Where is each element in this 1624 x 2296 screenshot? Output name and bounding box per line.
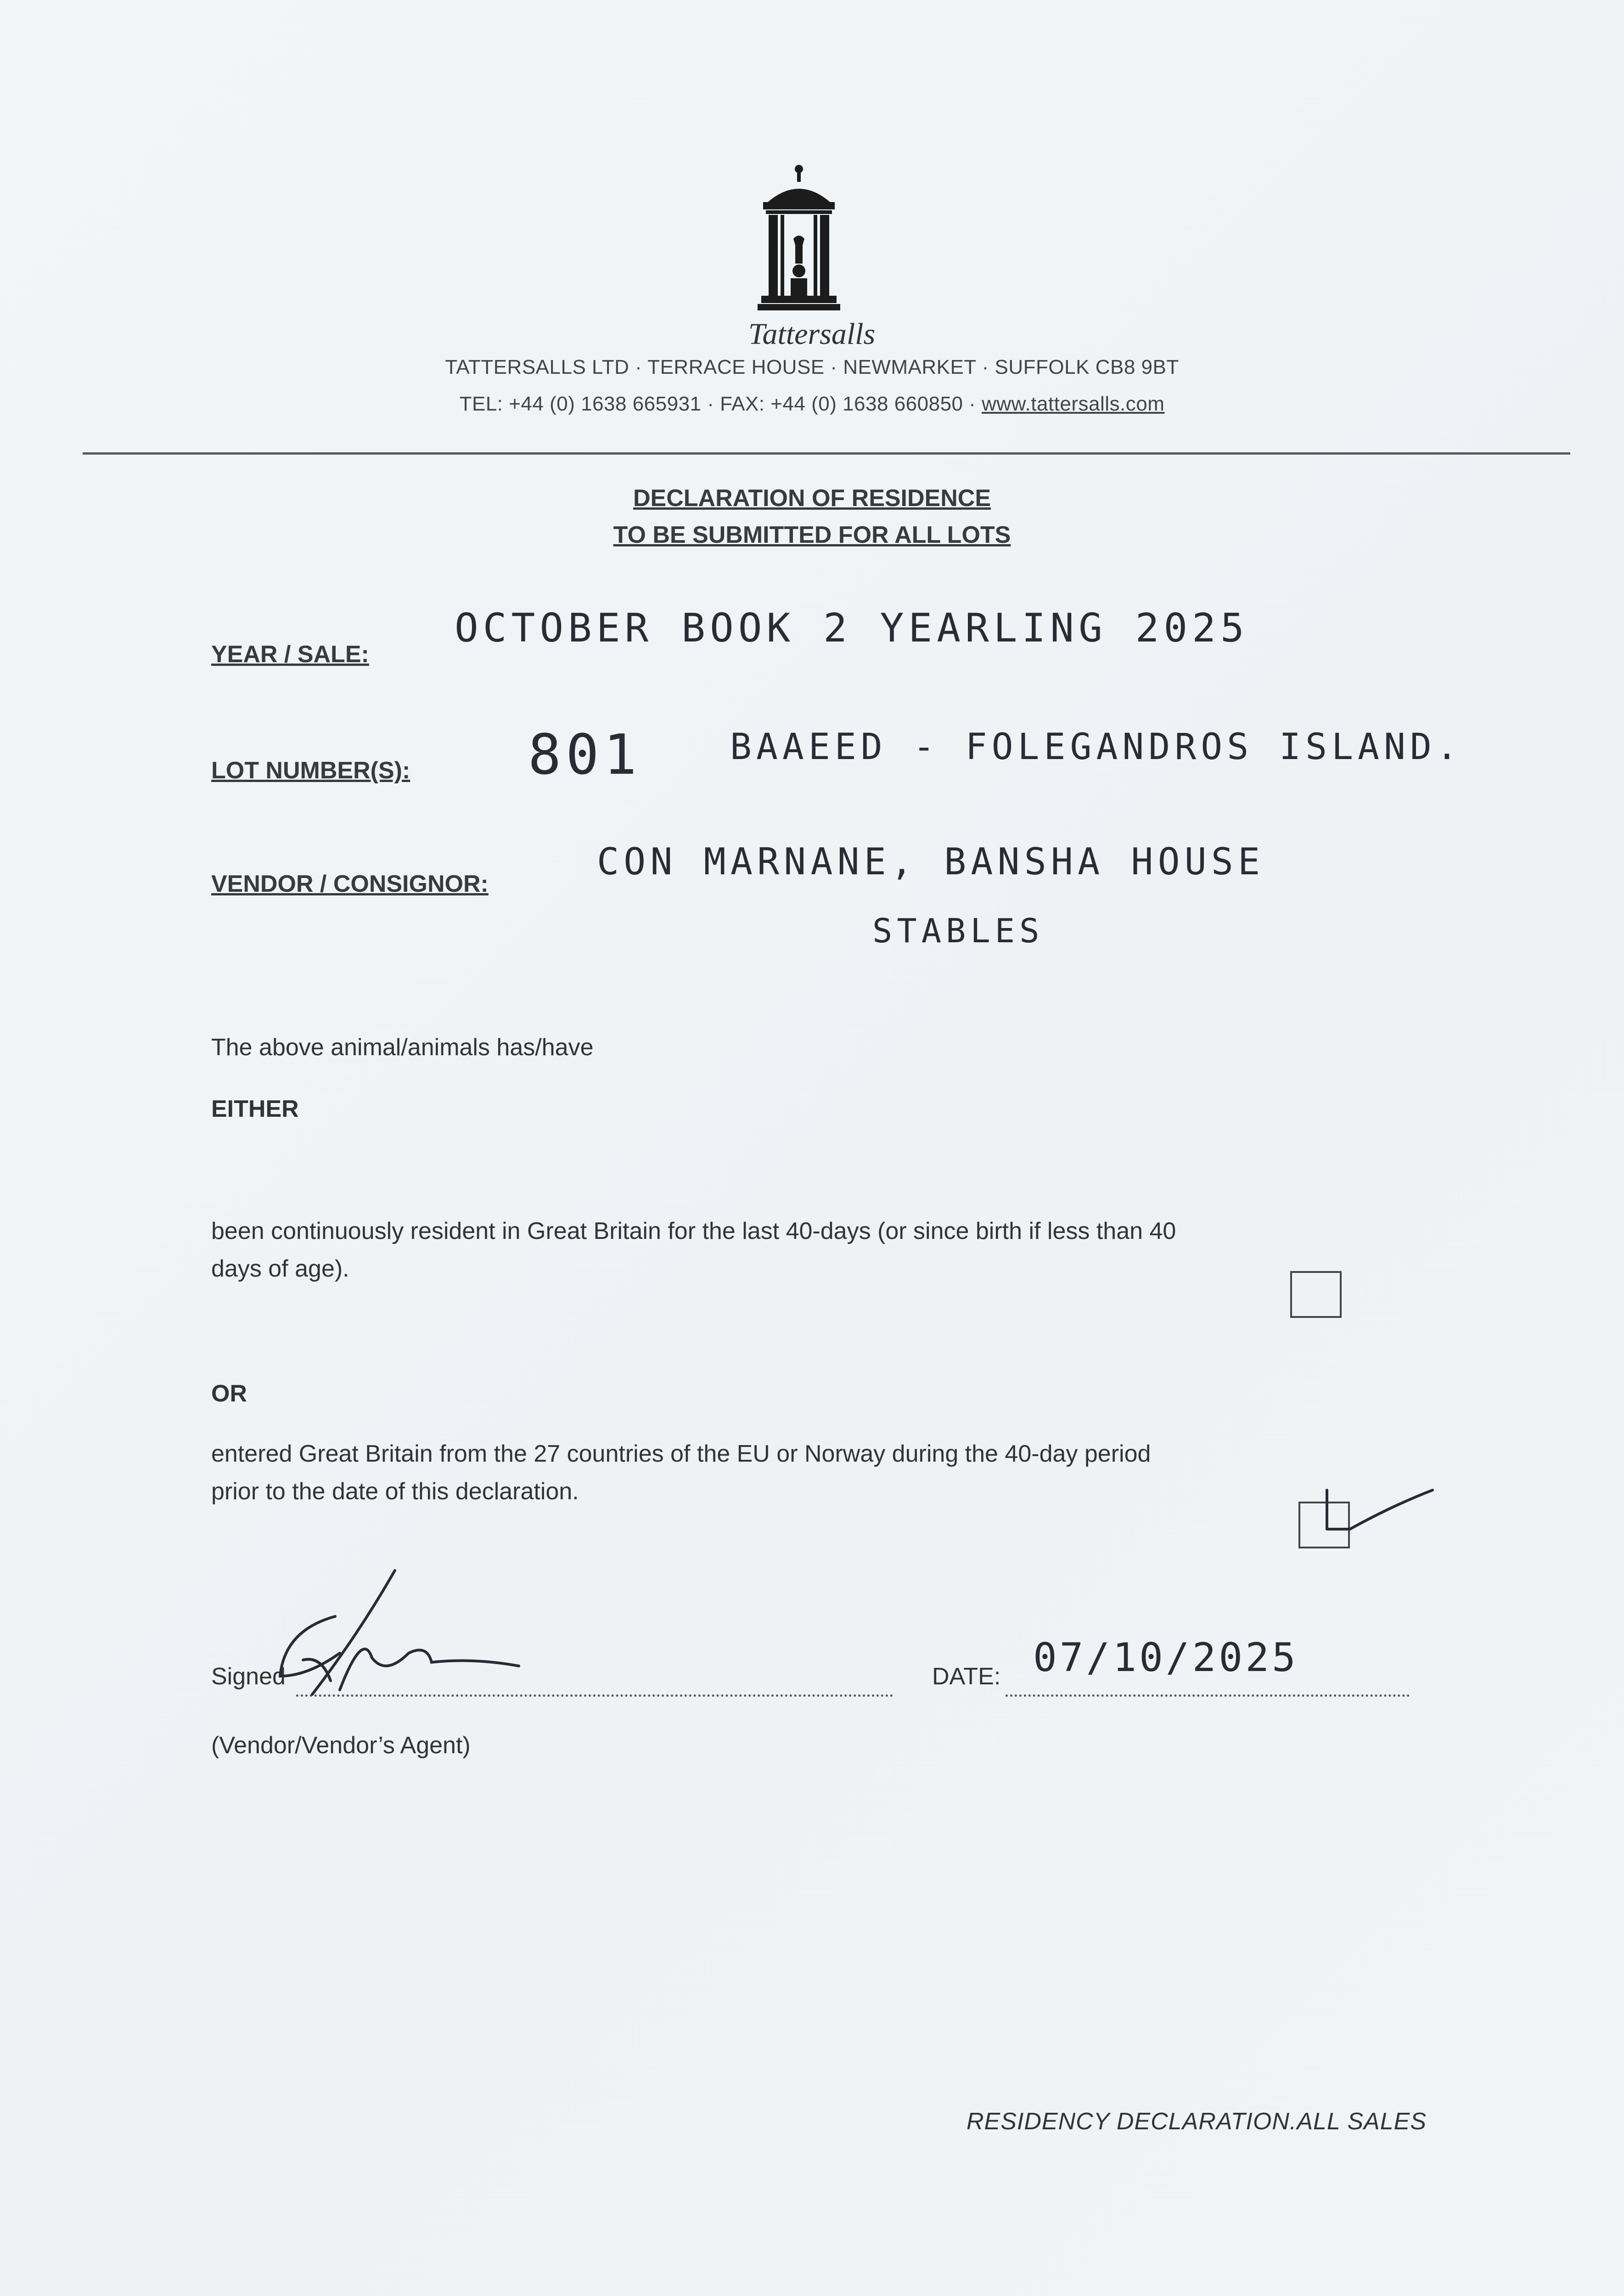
checkmark-icon (1309, 1481, 1437, 1550)
option1-line2: days of age). (211, 1255, 349, 1282)
either-label: EITHER (211, 1096, 299, 1122)
signature-mark-icon (234, 1561, 611, 1699)
date-line[interactable] (1006, 1694, 1410, 1697)
tattersalls-logo-icon (753, 161, 845, 317)
option2-line1: entered Great Britain from the 27 countries of the EU or Norway during the 40-day period (211, 1441, 1151, 1467)
address-line: TATTERSALLS LTD · TERRACE HOUSE · NEWMARKET · SUFFOLK CB8 9BT (445, 356, 1179, 378)
contact-line (0, 393, 1624, 416)
contact-numbers: TEL: +44 (0) 1638 665931 · FAX: +44 (0) 1638 660850 · (459, 393, 982, 415)
option2-line2: prior to the date of this declaration. (211, 1478, 579, 1505)
option2-text (211, 1435, 1451, 1510)
option1-line1: been continuously resident in Great Britain for the last 40-days (or since birth if less than 40 (211, 1218, 1176, 1244)
vendor-value-continued[interactable]: STABLES (872, 912, 1044, 950)
form-footer-name: RESIDENCY DECLARATION.ALL SALES (966, 2108, 1427, 2135)
or-label: OR (211, 1380, 247, 1407)
brand-name: Tattersalls (748, 317, 876, 351)
vendor-label: VENDOR / CONSIGNOR: (211, 871, 489, 897)
year-sale-label: YEAR / SALE: (211, 641, 369, 668)
lot-description-value[interactable]: BAAEED - FOLEGANDROS ISLAND. (730, 726, 1462, 768)
website-link[interactable]: www.tattersalls.com (982, 393, 1165, 415)
header-divider (83, 452, 1570, 455)
lot-number-value[interactable]: 801 (528, 723, 641, 787)
vendor-value[interactable]: CON MARNANE, BANSHA HOUSE (597, 840, 1265, 883)
declaration-intro: The above animal/animals has/have (211, 1034, 594, 1061)
date-label: DATE: (932, 1663, 1001, 1690)
form-subtitle: TO BE SUBMITTED FOR ALL LOTS (613, 522, 1011, 548)
option1-text (211, 1212, 1451, 1288)
lot-number-label: LOT NUMBER(S): (211, 757, 410, 784)
signed-label: Signed (211, 1663, 286, 1690)
signer-role: (Vendor/Vendor’s Agent) (211, 1732, 471, 1759)
date-value[interactable]: 07/10/2025 (1033, 1635, 1298, 1681)
year-sale-value[interactable]: OCTOBER BOOK 2 YEARLING 2025 (455, 605, 1249, 651)
option1-checkbox[interactable] (1290, 1271, 1342, 1318)
form-title: DECLARATION OF RESIDENCE (633, 485, 991, 512)
